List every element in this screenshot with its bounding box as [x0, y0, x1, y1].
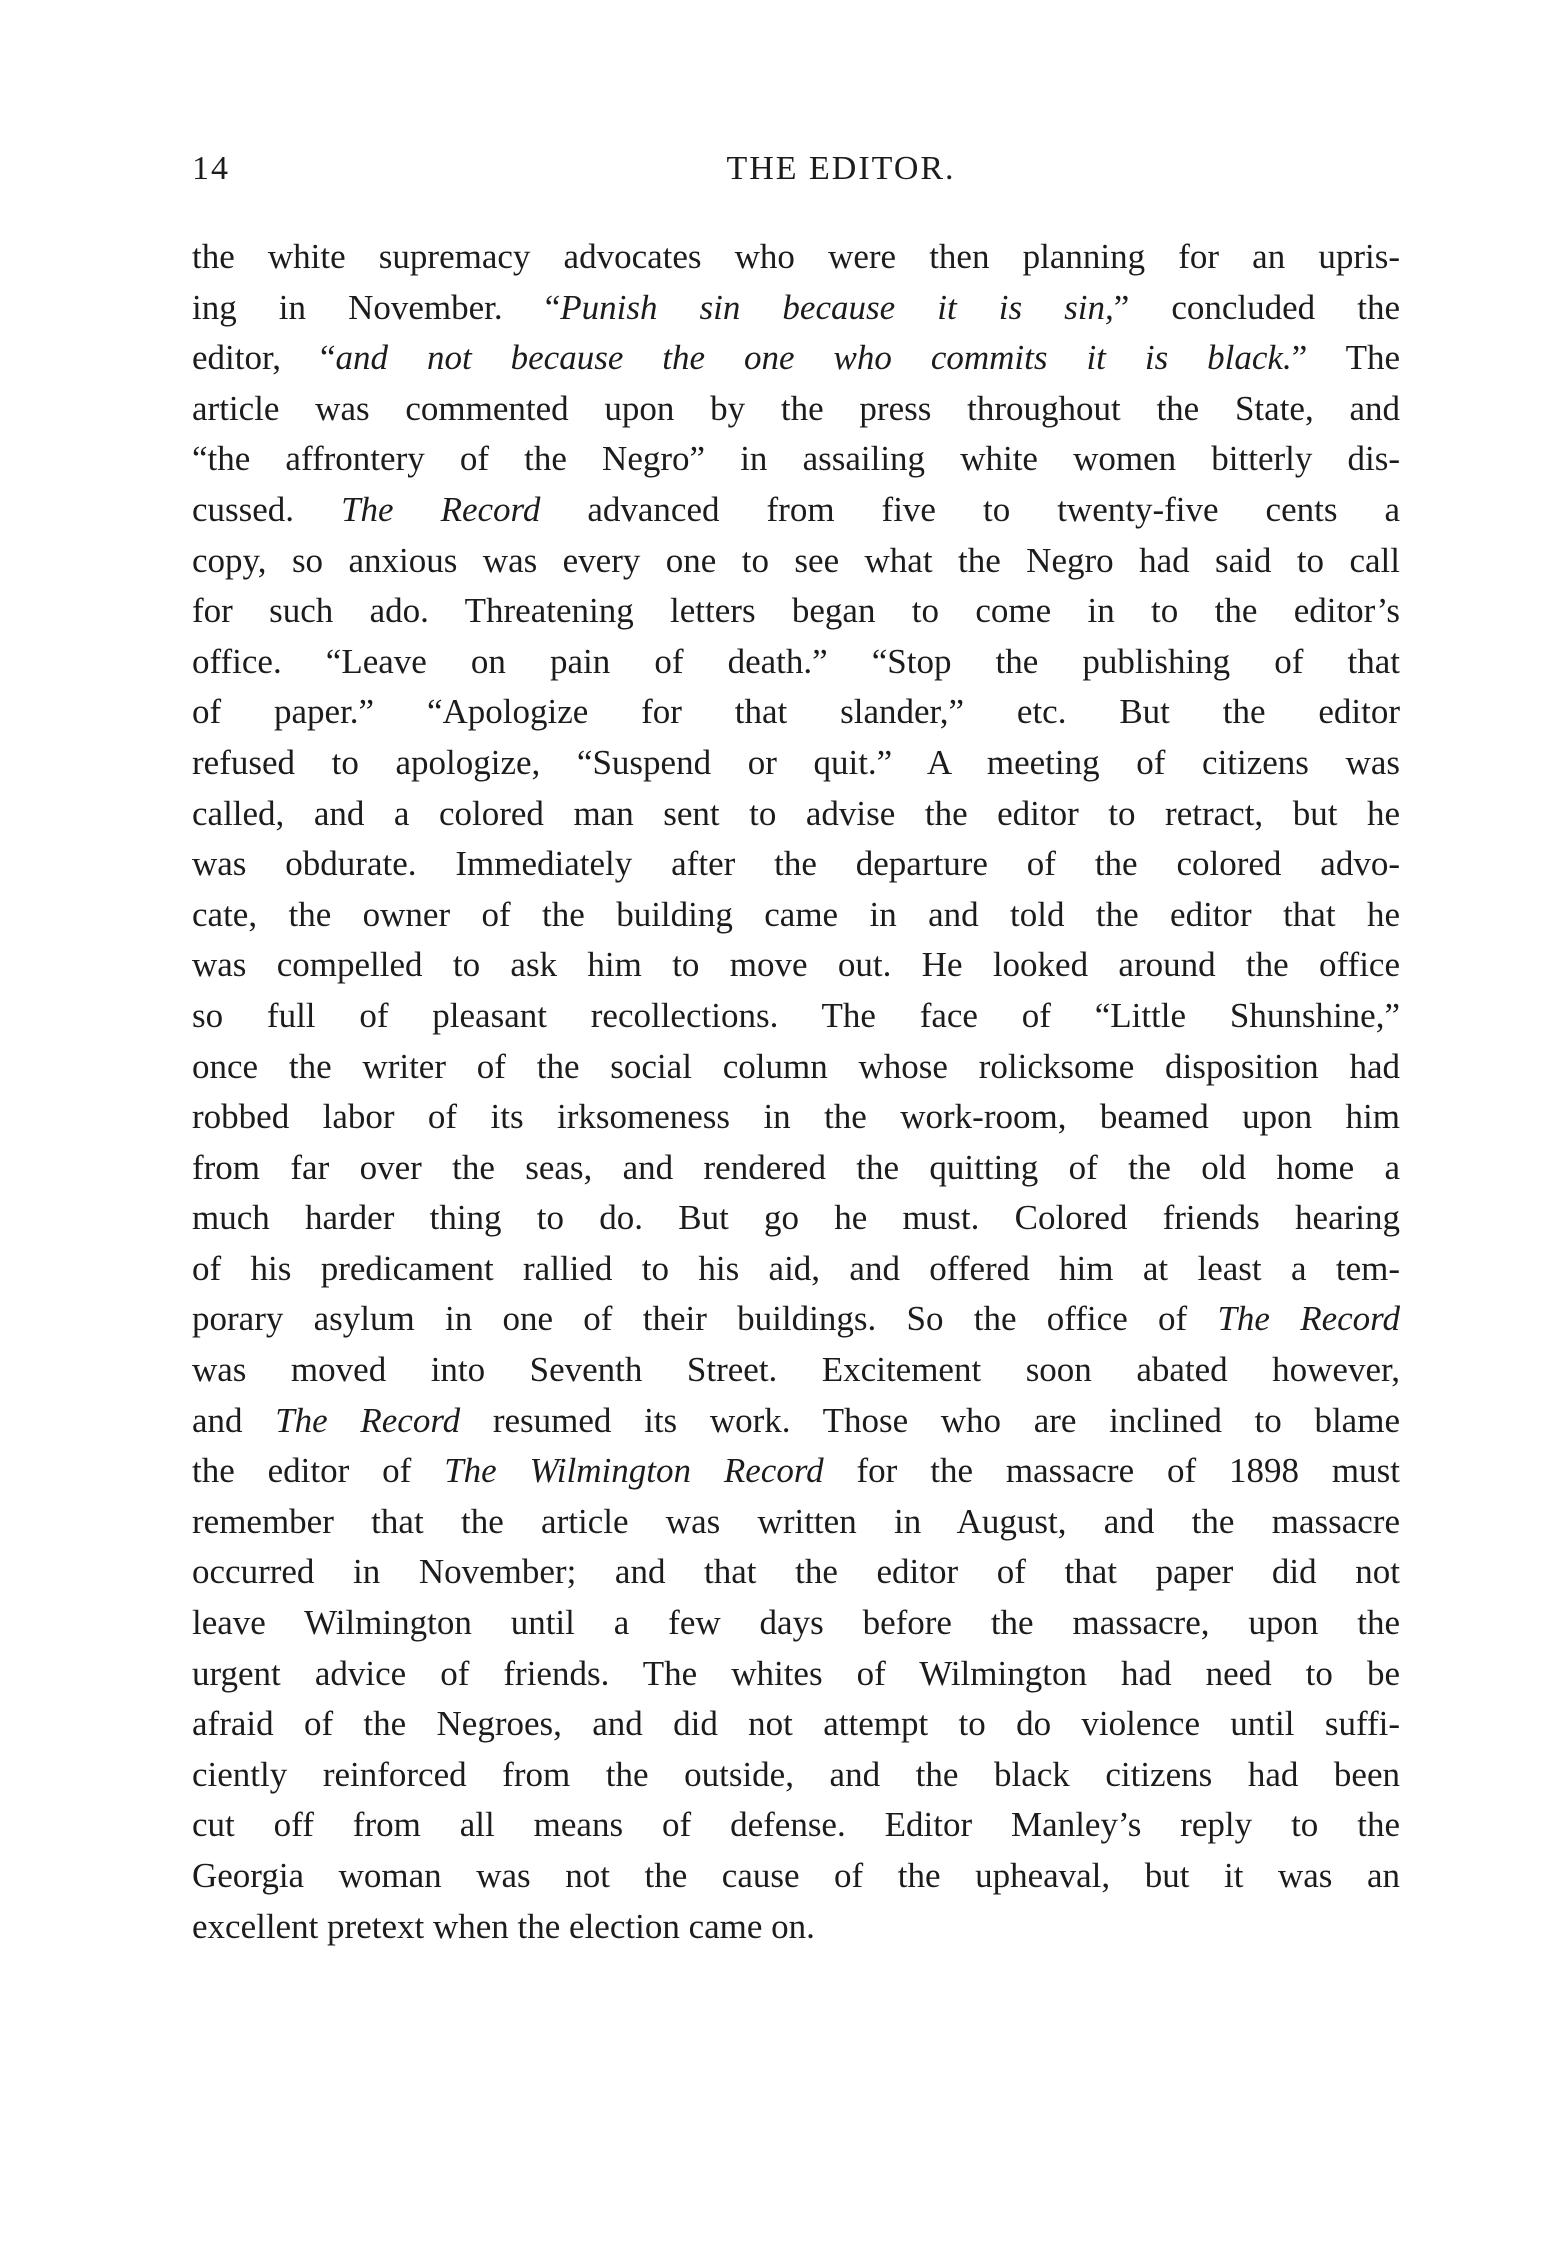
text-segment: the editor of — [192, 1451, 445, 1491]
text-line — [192, 839, 1400, 890]
text-line — [192, 1294, 1400, 1345]
text-segment: refused to apologize, “Suspend or quit.” A meeting of citizens was — [192, 742, 1400, 782]
text-line — [192, 1092, 1400, 1143]
text-line — [192, 637, 1400, 688]
text-segment: from far over the seas, and rendered the quitting of the old home a — [192, 1147, 1400, 1187]
text-segment: urgent advice of friends. The whites of Wilmington had need to be — [192, 1653, 1400, 1693]
text-line — [192, 1345, 1400, 1396]
page-number: 14 — [192, 150, 230, 187]
text-line — [192, 1143, 1400, 1194]
text-segment: resumed its work. Those who are inclined to blame — [460, 1400, 1400, 1440]
text-segment: copy, so anxious was every one to see what the Negro had said to call — [192, 540, 1400, 580]
text-segment: afraid of the Negroes, and did not attempt to do violence until suffi- — [192, 1704, 1400, 1744]
text-line — [192, 333, 1400, 384]
running-title: THE EDITOR. — [726, 150, 956, 187]
text-line — [192, 1750, 1400, 1801]
text-line — [192, 1851, 1400, 1902]
text-line — [192, 232, 1400, 283]
text-segment: of his predicament rallied to his aid, and offered him at least a tem- — [192, 1248, 1400, 1288]
text-segment: “the affrontery of the Negro” in assailing white women bitterly dis- — [192, 439, 1400, 479]
text-line — [192, 940, 1400, 991]
text-segment: ing in November. “ — [192, 287, 561, 327]
text-segment: cate, the owner of the building came in and told the editor that he — [192, 894, 1400, 934]
text-segment: of paper.” “Apologize for that slander,” etc. But the editor — [192, 692, 1400, 732]
text-line — [192, 789, 1400, 840]
text-segment: the white supremacy advocates who were then planning for an upris- — [192, 237, 1400, 276]
text-segment: was compelled to ask him to move out. He looked around the office — [192, 945, 1400, 985]
text-segment: was obdurate. Immediately after the departure of the colored advo- — [192, 844, 1400, 884]
text-segment: editor, “ — [192, 338, 336, 378]
text-line — [192, 1193, 1400, 1244]
text-line — [192, 434, 1400, 485]
body-paragraph — [192, 232, 1400, 1952]
text-segment: called, and a colored man sent to advise the editor to retract, but he — [192, 793, 1400, 833]
text-segment: remember that the article was written in August, and the massacre — [192, 1501, 1400, 1541]
text-line — [192, 283, 1400, 334]
text-line — [192, 384, 1400, 435]
text-line — [192, 1649, 1400, 1700]
text-segment: article was commented upon by the press throughout the State, and — [192, 388, 1400, 428]
text-segment: advanced from five to twenty-five cents a — [540, 489, 1400, 529]
text-line — [192, 991, 1400, 1042]
text-line — [192, 738, 1400, 789]
text-line — [192, 1446, 1400, 1497]
text-line — [192, 1042, 1400, 1093]
text-line — [192, 1699, 1400, 1750]
text-segment: so full of pleasant recollections. The face of “Little Shunshine,” — [192, 995, 1400, 1035]
text-line — [192, 890, 1400, 941]
text-segment: cut off from all means of defense. Editor Manley’s reply to the — [192, 1805, 1400, 1845]
italic-text: The Record — [1217, 1299, 1400, 1339]
running-head — [192, 150, 1400, 198]
text-line — [192, 1547, 1400, 1598]
text-segment: ciently reinforced from the outside, and the black citizens had been — [192, 1754, 1400, 1794]
text-line — [192, 1244, 1400, 1295]
text-segment: much harder thing to do. But go he must. Colored friends hearing — [192, 1198, 1400, 1238]
text-segment: occurred in November; and that the editor of that paper did not — [192, 1552, 1400, 1592]
italic-text: Punish sin because it is sin, — [560, 287, 1114, 327]
text-segment: office. “Leave on pain of death.” “Stop the publishing of that — [192, 641, 1400, 681]
text-segment: leave Wilmington until a few days before the massacre, upon the — [192, 1603, 1400, 1643]
text-line — [192, 536, 1400, 587]
text-line — [192, 485, 1400, 536]
text-line — [192, 1598, 1400, 1649]
text-line — [192, 1902, 1400, 1953]
text-segment: once the writer of the social column whose rolicksome disposition had — [192, 1046, 1400, 1086]
text-line — [192, 1497, 1400, 1548]
italic-text: The Wilmington Record — [444, 1451, 824, 1491]
text-segment: porary asylum in one of their buildings. So the office of — [192, 1299, 1218, 1339]
text-segment: for the massacre of 1898 must — [823, 1451, 1400, 1491]
italic-text: and not because the one who commits it is black. — [335, 338, 1292, 378]
text-segment: ” concluded the — [1113, 287, 1400, 327]
text-segment: excellent pretext when the election came on. — [192, 1906, 815, 1946]
text-segment: cussed. — [192, 489, 342, 529]
italic-text: The Record — [341, 489, 541, 529]
text-segment: and — [192, 1400, 276, 1440]
text-segment: ” The — [1291, 338, 1400, 378]
text-line — [192, 1800, 1400, 1851]
text-segment: Georgia woman was not the cause of the upheaval, but it was an — [192, 1856, 1400, 1895]
text-segment: robbed labor of its irksomeness in the work-room, beamed upon him — [192, 1097, 1400, 1137]
text-segment: was moved into Seventh Street. Excitement soon abated however, — [192, 1350, 1400, 1390]
text-segment: for such ado. Threatening letters began to come in to the editor’s — [192, 591, 1400, 631]
text-line — [192, 1396, 1400, 1447]
text-line — [192, 586, 1400, 637]
text-line — [192, 687, 1400, 738]
italic-text: The Record — [275, 1400, 461, 1440]
